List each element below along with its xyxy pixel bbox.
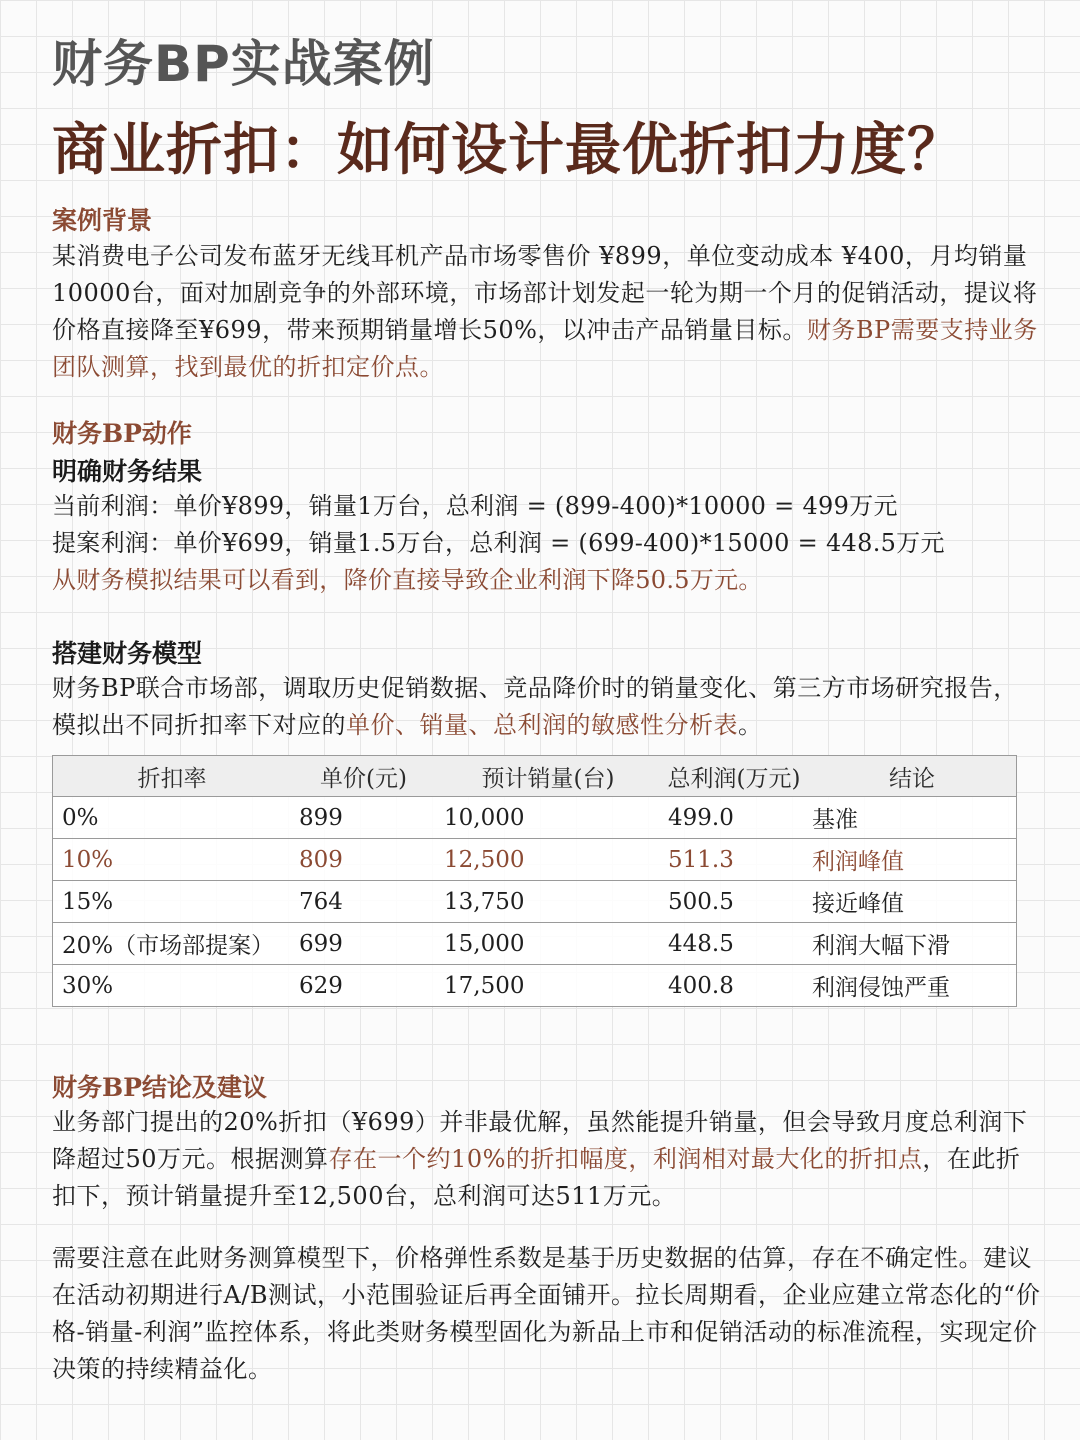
header-discount: 折扣率 — [53, 756, 292, 797]
cell-price: 699 — [291, 923, 436, 965]
background-highlight: 财务BP需要支持业务团队测算，找到最优的折扣定价点。 — [52, 316, 1038, 381]
cell-discount: 30% — [53, 965, 292, 1007]
cell-profit: 500.5 — [660, 881, 808, 923]
header-profit: 总利润(万元) — [660, 756, 808, 797]
cell-conclusion: 接近峰值 — [808, 881, 1017, 923]
page-supertitle: 财务BP实战案例 — [52, 35, 435, 93]
cell-conclusion: 利润峰值 — [808, 839, 1017, 881]
page-title: 商业折扣：如何设计最优折扣力度？ — [52, 118, 964, 183]
cell-volume: 13,750 — [436, 881, 660, 923]
background-paragraph — [52, 238, 1042, 386]
sensitivity-table — [52, 755, 1017, 1007]
advice-paragraph-2: 需要注意在此财务测算模型下，价格弹性系数是基于历史数据的估算，存在不确定性。建议在活动初期进行A/B测试，小范围验证后再全面铺开。拉长周期看，企业应建立常态化的“价格-销量-利润”监控体系，将此类财务模型固化为新品上市和促销活动的标准流程，实现定价决策的持续精益化。 — [52, 1244, 1041, 1383]
advice-p1-end: ，在此折扣下，预计销量提升至12,500台，总利润可达511万元。 — [52, 1145, 1021, 1210]
advice-p1-highlight: 存在一个约10%的折扣幅度，利润相对最大化的折扣点 — [328, 1145, 923, 1173]
model-end: 。 — [738, 711, 763, 739]
cell-price: 809 — [291, 839, 436, 881]
table-row — [53, 797, 1017, 839]
table-header-row — [53, 756, 1017, 797]
profit-conclusion-line: 从财务模拟结果可以看到，降价直接导致企业利润下降50.5万元。 — [52, 566, 763, 594]
model-heading: 搭建财务模型 — [52, 639, 203, 668]
result-heading: 明确财务结果 — [52, 457, 203, 486]
cell-conclusion: 利润大幅下滑 — [808, 923, 1017, 965]
table-row — [53, 881, 1017, 923]
cell-price: 764 — [291, 881, 436, 923]
cell-conclusion: 利润侵蚀严重 — [808, 965, 1017, 1007]
cell-discount: 20%（市场部提案） — [53, 923, 292, 965]
table-row — [53, 965, 1017, 1007]
cell-discount: 0% — [53, 797, 292, 839]
model-paragraph — [52, 670, 1042, 744]
actions-heading: 财务BP动作 — [52, 419, 192, 448]
cell-discount: 15% — [53, 881, 292, 923]
header-price: 单价(元) — [291, 756, 436, 797]
cell-volume: 15,000 — [436, 923, 660, 965]
advice-paragraph-1 — [52, 1104, 1042, 1215]
current-profit-line: 当前利润：单价¥899，销量1万台，总利润 = (899-400)*10000 = 499万元 — [52, 492, 898, 520]
header-volume: 预计销量(台) — [436, 756, 660, 797]
advice-p1-start: 业务部门提出的20%折扣（¥699）并非最优解，虽然能提升销量，但会导致月度总利润下降超过50万元。根据测算 — [52, 1108, 1028, 1173]
cell-profit: 400.8 — [660, 965, 808, 1007]
table-row-peak — [53, 839, 1017, 881]
table-row — [53, 923, 1017, 965]
cell-profit: 499.0 — [660, 797, 808, 839]
cell-discount: 10% — [53, 839, 292, 881]
cell-price: 899 — [291, 797, 436, 839]
header-conclusion: 结论 — [808, 756, 1017, 797]
background-text: 某消费电子公司发布蓝牙无线耳机产品市场零售价 ¥899，单位变动成本 ¥400，月均销量10000台，面对加剧竞争的外部环境，市场部计划发起一轮为期一个月的促销活动，提议将价格直接降至¥699，带来预期销量增长50%，以冲击产品销量目标。 — [52, 242, 1038, 344]
cell-volume: 12,500 — [436, 839, 660, 881]
advice-heading: 财务BP结论及建议 — [52, 1073, 267, 1102]
proposal-profit-line: 提案利润：单价¥699，销量1.5万台，总利润 = (699-400)*15000 = 448.5万元 — [52, 529, 945, 557]
model-highlight: 单价、销量、总利润的敏感性分析表 — [346, 711, 738, 739]
cell-volume: 10,000 — [436, 797, 660, 839]
cell-conclusion: 基准 — [808, 797, 1017, 839]
cell-profit: 511.3 — [660, 839, 808, 881]
model-text: 财务BP联合市场部，调取历史促销数据、竞品降价时的销量变化、第三方市场研究报告，模拟出不同折扣率下对应的 — [52, 674, 1018, 739]
background-heading: 案例背景 — [52, 206, 153, 235]
cell-volume: 17,500 — [436, 965, 660, 1007]
cell-price: 629 — [291, 965, 436, 1007]
cell-profit: 448.5 — [660, 923, 808, 965]
